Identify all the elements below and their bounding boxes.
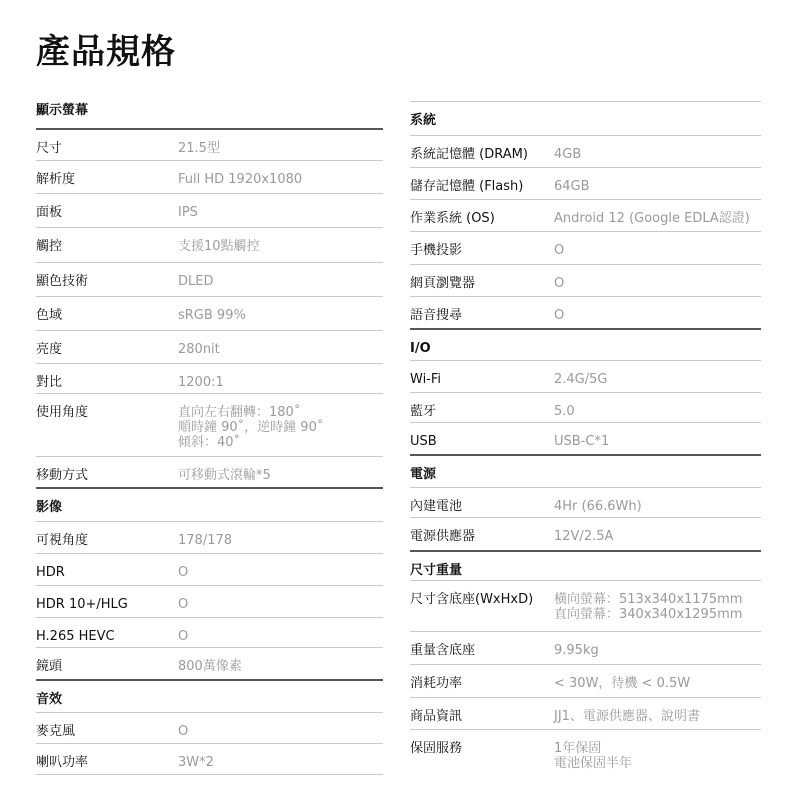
spec-value: 800萬像素 (178, 659, 242, 674)
section-title: 系統 (410, 113, 437, 128)
spec-value: 4GB (554, 147, 582, 162)
spec-row-contrast (36, 363, 383, 393)
spec-row-mobility (36, 456, 383, 487)
spec-label: 內建電池 (410, 499, 463, 514)
spec-label: 觸控 (36, 239, 63, 254)
section-audio (36, 679, 383, 712)
section-size-weight (410, 550, 761, 580)
spec-row-viewing-angle (36, 393, 383, 456)
spec-value: 直向左右翻轉：180˚ 順時鐘 90˚，逆時鐘 90˚ 傾斜：40˚ (178, 405, 324, 450)
spec-label: 系統記憶體 (DRAM) (410, 147, 528, 162)
spec-label: 消耗功率 (410, 676, 463, 691)
spec-row-voice-search (410, 296, 761, 328)
section-power (410, 454, 761, 487)
spec-label: 移動方式 (36, 468, 89, 483)
spec-value: 3W*2 (178, 755, 214, 770)
spec-row-flash (410, 167, 761, 199)
spec-row-warranty (410, 729, 761, 779)
spec-row-os (410, 199, 761, 231)
page-title: 產品規格 (36, 32, 176, 72)
spec-label: 面板 (36, 205, 63, 220)
section-title: 尺寸重量 (410, 563, 463, 578)
spec-row-size (36, 128, 383, 160)
spec-label: 商品資訊 (410, 709, 463, 724)
spec-label: 使用角度 (36, 405, 89, 420)
spec-value: Full HD 1920x1080 (178, 172, 303, 187)
spec-value: O (178, 597, 189, 612)
spec-row-color-tech (36, 262, 383, 296)
spec-row-brightness (36, 330, 383, 363)
spec-value: 可移動式滾輪*5 (178, 468, 271, 483)
spec-label: 解析度 (36, 172, 76, 187)
spec-value: 21.5型 (178, 141, 220, 156)
spec-label: 儲存記憶體 (Flash) (410, 179, 524, 194)
spec-value: Android 12 (Google EDLA認證) (554, 211, 750, 226)
section-system (410, 101, 761, 135)
spec-column-left (36, 97, 383, 775)
spec-label: 顯色技術 (36, 274, 89, 289)
spec-value: O (178, 629, 189, 644)
section-title: 電源 (410, 467, 437, 482)
spec-value: USB-C*1 (554, 434, 610, 449)
spec-value: 280nit (178, 342, 220, 357)
spec-value: O (554, 308, 565, 323)
spec-label: USB (410, 434, 437, 449)
spec-label: 保固服務 (410, 741, 463, 756)
section-title: 影像 (36, 500, 63, 515)
section-image (36, 487, 383, 521)
spec-label: HDR 10+/HLG (36, 597, 128, 612)
spec-column-right (410, 101, 761, 779)
spec-value: 64GB (554, 179, 590, 194)
spec-label: 對比 (36, 375, 63, 390)
spec-value: 178/178 (178, 533, 233, 548)
spec-value: 支援10點觸控 (178, 239, 260, 254)
spec-label: 網頁瀏覽器 (410, 276, 476, 291)
spec-label: 亮度 (36, 342, 63, 357)
spec-row-dram (410, 135, 761, 167)
spec-row-hdr10 (36, 585, 383, 617)
spec-row-resolution (36, 160, 383, 193)
spec-value: 12V/2.5A (554, 529, 614, 544)
spec-row-weight (410, 631, 761, 664)
spec-label: 語音搜尋 (410, 308, 463, 323)
spec-value: O (178, 724, 189, 739)
spec-row-usb (410, 422, 761, 454)
spec-label: 作業系統 (OS) (410, 211, 495, 226)
section-title: 音效 (36, 692, 63, 707)
spec-label: 尺寸 (36, 141, 63, 156)
spec-row-gamut (36, 296, 383, 330)
spec-row-casting (410, 231, 761, 264)
spec-value: 2.4G/5G (554, 372, 608, 387)
spec-label: HDR (36, 565, 65, 580)
spec-row-touch (36, 227, 383, 262)
section-title: I/O (410, 341, 431, 356)
spec-label: Wi-Fi (410, 372, 442, 387)
spec-row-view-angle (36, 521, 383, 553)
spec-row-power-consumption (410, 664, 761, 697)
spec-value: O (178, 565, 189, 580)
spec-label: 麥克風 (36, 724, 76, 739)
section-display (36, 97, 383, 128)
spec-value: JJ1、電源供應器、說明書 (554, 709, 700, 724)
spec-row-dimensions (410, 580, 761, 631)
spec-row-panel (36, 193, 383, 227)
spec-label: H.265 HEVC (36, 629, 115, 644)
spec-label: 重量含底座 (410, 643, 476, 658)
table-end-line (36, 774, 383, 775)
spec-row-package (410, 697, 761, 729)
spec-value: O (554, 276, 565, 291)
spec-row-speaker (36, 743, 383, 774)
spec-value: DLED (178, 274, 214, 289)
spec-label: 藍牙 (410, 404, 437, 419)
spec-label: 鏡頭 (36, 659, 63, 674)
spec-value: 9.95kg (554, 643, 599, 658)
spec-label: 尺寸含底座(WxHxD) (410, 592, 534, 607)
spec-label: 電源供應器 (410, 529, 476, 544)
spec-label: 手機投影 (410, 243, 463, 258)
section-title: 顯示螢幕 (36, 103, 89, 118)
spec-value: sRGB 99% (178, 308, 246, 323)
spec-row-microphone (36, 712, 383, 743)
spec-label: 色域 (36, 308, 63, 323)
spec-label: 喇叭功率 (36, 755, 89, 770)
spec-row-wifi (410, 360, 761, 392)
spec-row-battery (410, 487, 761, 517)
spec-row-hdr (36, 553, 383, 585)
spec-row-adapter (410, 517, 761, 550)
spec-value: < 30W，待機 < 0.5W (554, 676, 691, 691)
spec-value: O (554, 243, 565, 258)
spec-value: 1年保固 電池保固半年 (554, 741, 633, 771)
spec-row-hevc (36, 617, 383, 647)
spec-row-bluetooth (410, 392, 761, 422)
spec-row-camera (36, 647, 383, 679)
section-io (410, 328, 761, 360)
spec-value: IPS (178, 205, 198, 220)
spec-value: 橫向螢幕：513x340x1175mm 直向螢幕：340x340x1295mm (554, 592, 743, 622)
spec-value: 1200:1 (178, 375, 224, 390)
spec-value: 4Hr (66.6Wh) (554, 499, 642, 514)
spec-row-browser (410, 264, 761, 296)
spec-value: 5.0 (554, 404, 575, 419)
spec-label: 可視角度 (36, 533, 89, 548)
